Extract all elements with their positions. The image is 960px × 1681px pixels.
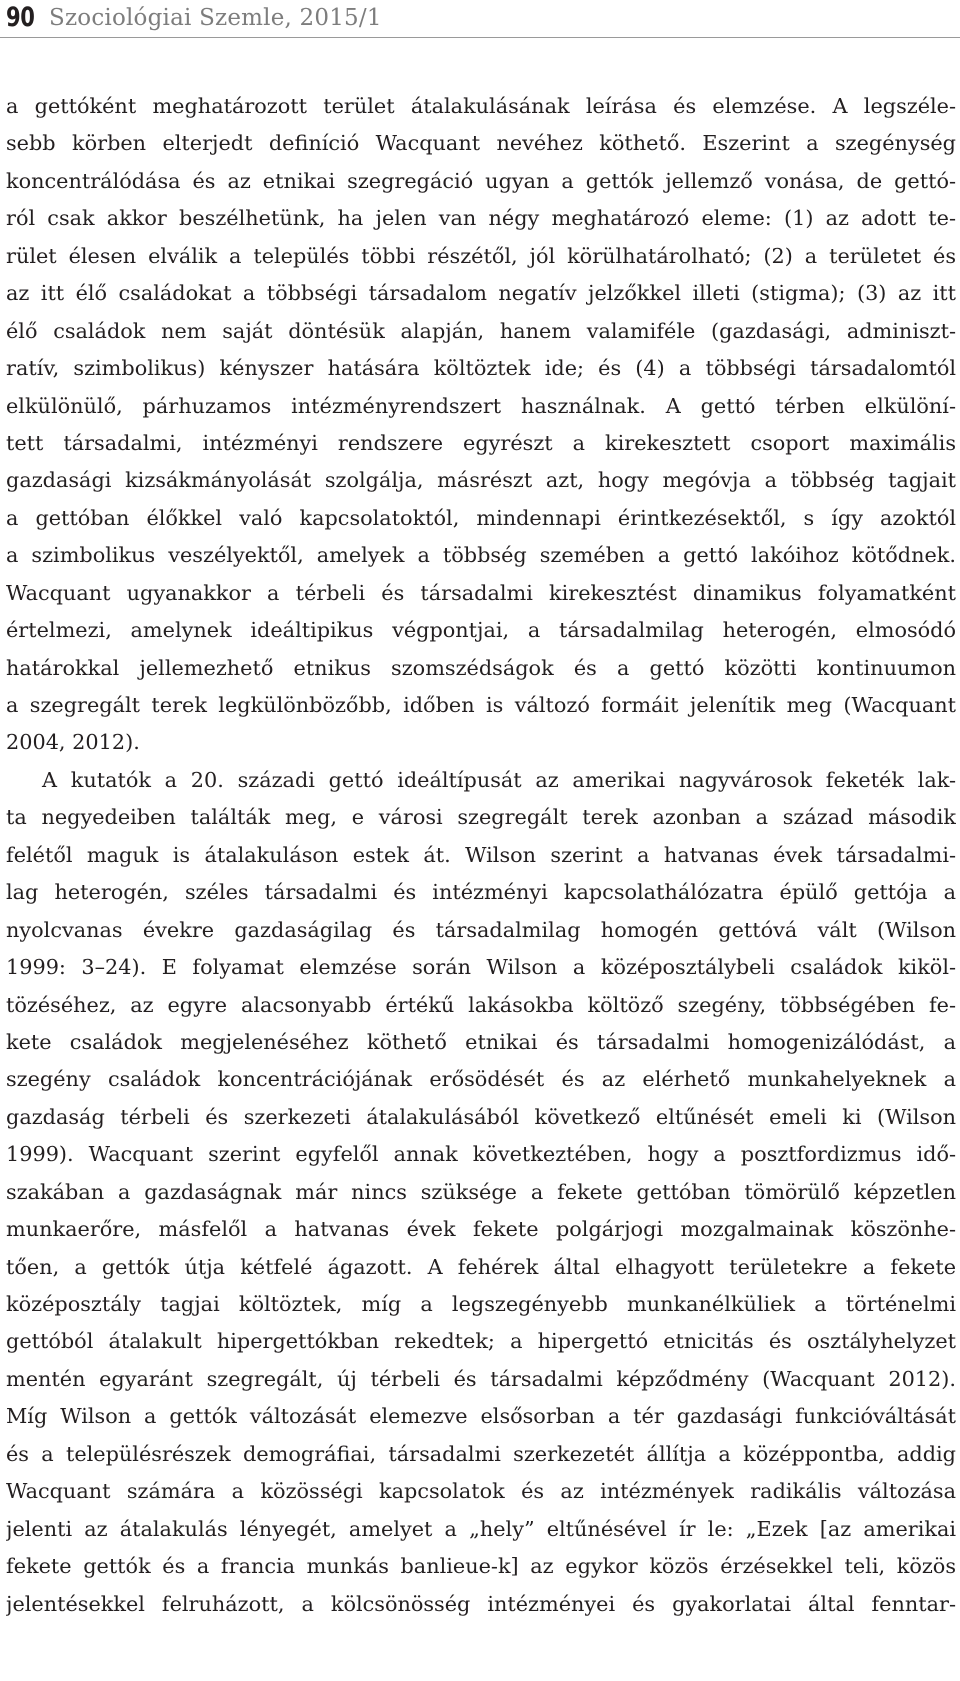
text-line: szakában a gazdaságnak már nincs szüksége a fekete gettóban tömörülő képzetlen xyxy=(6,1179,956,1204)
text-line: 2004, 2012). xyxy=(6,730,140,755)
running-head xyxy=(0,0,960,40)
page-number: 90 xyxy=(6,2,35,33)
text-line: az itt élő családokat a többségi társadalom negatív jelzőkkel illeti (stigma); (3) az itt xyxy=(6,281,956,306)
text-line: rület élesen elválik a település többi részétől, jól körülhatárolható; (2) a területet és xyxy=(6,243,956,268)
text-line: középosztály tagjai költöztek, míg a legszegényebb munkanélküliek a történelmi xyxy=(6,1292,956,1316)
text-line: 1999: 3–24). E folyamat elemzése során Wilson a középosztálybeli családok kiköl- xyxy=(6,955,956,980)
text-line: fekete gettók és a francia munkás banlieue-k] az egykor közös érzésekkel teli, közös xyxy=(6,1554,956,1579)
text-line: munkaerőre, másfelől a hatvanas évek fekete polgárjogi mozgalmainak köszönhe- xyxy=(6,1217,956,1242)
text-line: kete családok megjelenéséhez köthető etnikai és társadalmi homogenizálódást, a xyxy=(6,1029,956,1054)
text-line: gazdasági kizsákmányolását szolgálja, másrészt azt, hogy megóvja a többség tagjait xyxy=(6,468,956,493)
text-line: Míg Wilson a gettók változását elemezve elsősorban a tér gazdasági funkcióváltását xyxy=(6,1404,956,1429)
journal-title: Szociológiai Szemle, 2015/1 xyxy=(49,5,382,31)
text-line: jelentésekkel felruházott, a kölcsönösség intézményei és gyakorlatai által fenntar- xyxy=(6,1591,956,1616)
text-line: lag heterogén, széles társadalmi és intézményi kapcsolathálózatra épülő gettója a xyxy=(6,880,956,905)
text-line: 1999). Wacquant szerint egyfelől annak következtében, hogy a posztfordizmus idő- xyxy=(6,1142,956,1167)
body-text xyxy=(6,88,956,1623)
text-line: felétől maguk is átalakuláson estek át. Wilson szerint a hatvanas évek társadalmi- xyxy=(6,842,956,867)
text-line: tözéséhez, az egyre alacsonyabb értékű lakásokba költöző szegény, többségében fe- xyxy=(6,992,956,1017)
text-line: ról csak akkor beszélhetünk, ha jelen van négy meghatározó eleme: (1) az adott te- xyxy=(6,206,956,231)
text-line: koncentrálódása és az etnikai szegregáció ugyan a gettók jellemző vonása, de gettó- xyxy=(6,168,956,193)
text-line: jelenti az átalakulás lényegét, amelyet a „hely” eltűnésével ír le: „Ezek [az amerikai xyxy=(6,1516,956,1541)
text-line: Wacquant számára a közösségi kapcsolatok és az intézmények radikális változása xyxy=(6,1479,956,1504)
text-line: ratív, szimbolikus) kényszer hatására költöztek ide; és (4) a többségi társadalomtól xyxy=(6,356,956,381)
text-line: szegény családok koncentrációjának erősödését és az elérhető munkahelyeknek a xyxy=(6,1067,956,1092)
text-line: határokkal jellemezhető etnikus szomszédságok és a gettó közötti kontinuumon xyxy=(6,655,956,680)
text-line: tően, a gettók útja kétfelé ágazott. A fehérek által elhagyott területekre a fekete xyxy=(6,1254,956,1279)
text-line: a szimbolikus veszélyektől, amelyek a többség szemében a gettó lakóihoz kötődnek. xyxy=(6,543,956,568)
text-line: nyolcvanas évekre gazdaságilag és társadalmilag homogén gettóvá vált (Wilson xyxy=(6,917,956,942)
text-line: A kutatók a 20. századi gettó ideáltípusát az amerikai nagyvárosok feketék lak- xyxy=(42,767,956,792)
text-line: a gettóként meghatározott terület átalakulásának leírása és elemzése. A legszéle- xyxy=(6,94,956,118)
text-line: gazdaság térbeli és szerkezeti átalakulásából következő eltűnését emeli ki (Wilson xyxy=(6,1104,956,1129)
header-divider xyxy=(0,37,960,38)
text-line: sebb körben elterjedt definíció Wacquant nevéhez köthető. Eszerint a szegénység xyxy=(6,131,956,156)
text-line: elkülönülő, párhuzamos intézményrendszert használnak. A gettó térben elkülöní- xyxy=(6,393,956,418)
text-line: Wacquant ugyanakkor a térbeli és társadalmi kirekesztést dinamikus folyamatként xyxy=(6,580,956,605)
text-line: és a településrészek demográfiai, társadalmi szerkezetét állítja a középpontba, addig xyxy=(6,1441,956,1466)
text-line: mentén egyaránt szegregált, új térbeli és társadalmi képződmény (Wacquant 2012). xyxy=(6,1366,956,1391)
text-line: gettóból átalakult hipergettókban rekedtek; a hipergettó etnicitás és osztályhelyzet xyxy=(6,1329,956,1354)
text-line: tett társadalmi, intézményi rendszere egyrészt a kirekesztett csoport maximális xyxy=(6,430,956,455)
text-line: ta negyedeiben találták meg, e városi szegregált terek azonban a század második xyxy=(6,805,956,830)
text-line: a szegregált terek legkülönbözőbb, időben is változó formáit jelenítik meg (Wacquant xyxy=(6,693,956,717)
text-line: élő családok nem saját döntésük alapján, hanem valamiféle (gazdasági, adminiszt- xyxy=(6,318,956,343)
text-line: értelmezi, amelynek ideáltipikus végpontjai, a társadalmilag heterogén, elmosódó xyxy=(6,618,956,643)
text-line: a gettóban élőkkel való kapcsolatoktól, mindennapi érintkezésektől, s így azoktól xyxy=(6,505,956,530)
